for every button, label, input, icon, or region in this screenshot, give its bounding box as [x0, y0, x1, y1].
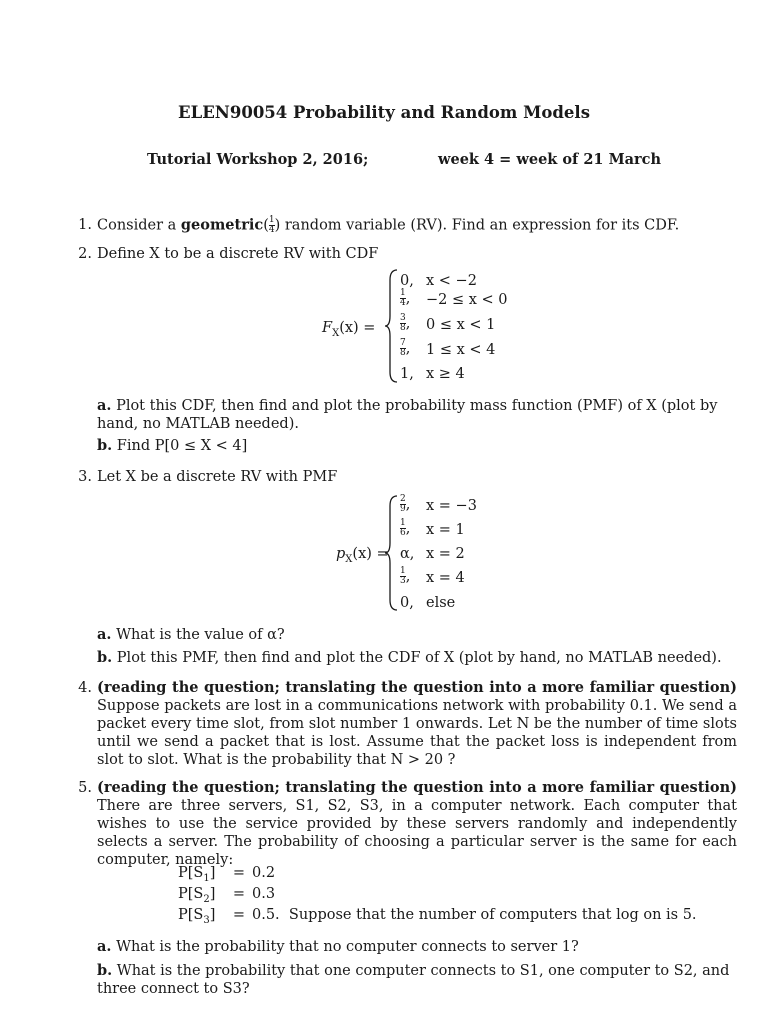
- subtitle-tutorial: Tutorial Workshop 2, 2016;: [147, 151, 369, 168]
- q3-pmf-lhs: $p_X(x)$ =: [336, 546, 389, 565]
- q2-part-b: b. Find P[0 ≤ X < 4]: [97, 437, 248, 454]
- q5-number: 5.: [78, 780, 92, 796]
- q2-case-3-cond: 1 ≤ x < 4: [426, 342, 496, 358]
- q4-text: (reading the question; translating the question into a more familiar question) Suppose packets are lost in a communications network with probability 0.1. We send a packet every time slot, from slot number 1 onwards. Let N be the number of time slots until we send a packet that is lost. Assume that the packet loss is independent from slot to slot. What is the probability that N > 20 ?: [97, 679, 737, 768]
- q3-number: 3.: [78, 469, 92, 485]
- q5-part-a: a. What is the probability that no computer connects to server 1?: [97, 938, 579, 955]
- q3-case-3-cond: x = 4: [426, 570, 465, 586]
- q2-case-2-cond: 0 ≤ x < 1: [426, 317, 496, 333]
- q3-case-1-cond: x = 1: [426, 522, 465, 538]
- q2-case-3: $\frac{7}{8}$ ,: [400, 338, 411, 358]
- q3-case-2: α,: [400, 546, 415, 562]
- q1-text: Consider a geometric( $\frac{1}{4}$ ) random variable (RV). Find an expression for its CDF.: [97, 215, 680, 235]
- q3-cases-brace: [384, 494, 400, 612]
- q3-case-0: $\frac{2}{9}$ ,: [400, 494, 411, 514]
- q2-part-a: a. Plot this CDF, then find and plot the probability mass function (PMF) of X (plot by hand, no MATLAB needed).: [97, 397, 718, 432]
- q2-case-0-cond: x < −2: [426, 273, 477, 289]
- q2-case-4-cond: x ≥ 4: [426, 366, 465, 382]
- q1-number: 1.: [78, 217, 92, 233]
- q3-case-3: $\frac{1}{3}$ ,: [400, 566, 411, 586]
- q3-case-4: 0,: [400, 595, 414, 611]
- q3-part-b: b. Plot this PMF, then find and plot the CDF of X (plot by hand, no MATLAB needed).: [97, 649, 722, 666]
- q3-case-1: $\frac{1}{6}$ ,: [400, 518, 411, 538]
- q3-case-0-cond: x = −3: [426, 498, 477, 514]
- q4-number: 4.: [78, 680, 92, 696]
- q2-case-1: $\frac{1}{4}$ ,: [400, 288, 411, 308]
- subtitle-week: week 4 = week of 21 March: [438, 151, 662, 168]
- q3-case-2-cond: x = 2: [426, 546, 465, 562]
- q5-text: (reading the question; translating the question into a more familiar question) There are three servers, S1, S2, S3, in a computer network. Each computer that wishes to use the service provided by these servers randomly and independently selects a server. The probability of choosing a particular server is the same for each computer, namely:: [97, 779, 737, 868]
- q5-eq-s3: $P[S_3] = 0.5$. Suppose that the number of computers that log on is 5.: [178, 907, 697, 926]
- q5-eq-s2: $P[S_2] = 0.3$: [178, 886, 276, 905]
- q2-number: 2.: [78, 246, 92, 262]
- q2-case-1-cond: −2 ≤ x < 0: [426, 292, 508, 308]
- q2-cdf-lhs: $F_X(x)$ =: [322, 320, 376, 339]
- q2-case-2: $\frac{3}{8}$ ,: [400, 313, 411, 333]
- q2-cases-brace: [384, 268, 400, 384]
- q3-part-a: a. What is the value of α?: [97, 626, 285, 643]
- q3-case-4-cond: else: [426, 595, 456, 611]
- q2-text: Define X to be a discrete RV with CDF: [97, 246, 379, 262]
- page-title: ELEN90054 Probability and Random Models: [178, 103, 590, 122]
- q5-part-b: b. What is the probability that one computer connects to S1, one computer to S2, and three connect to S3?: [97, 962, 730, 997]
- q5-eq-s1: $P[S_1] = 0.2$: [178, 865, 276, 884]
- q2-case-0: 0,: [400, 273, 414, 289]
- q2-case-4: 1,: [400, 366, 414, 382]
- q3-text: Let X be a discrete RV with PMF: [97, 469, 338, 485]
